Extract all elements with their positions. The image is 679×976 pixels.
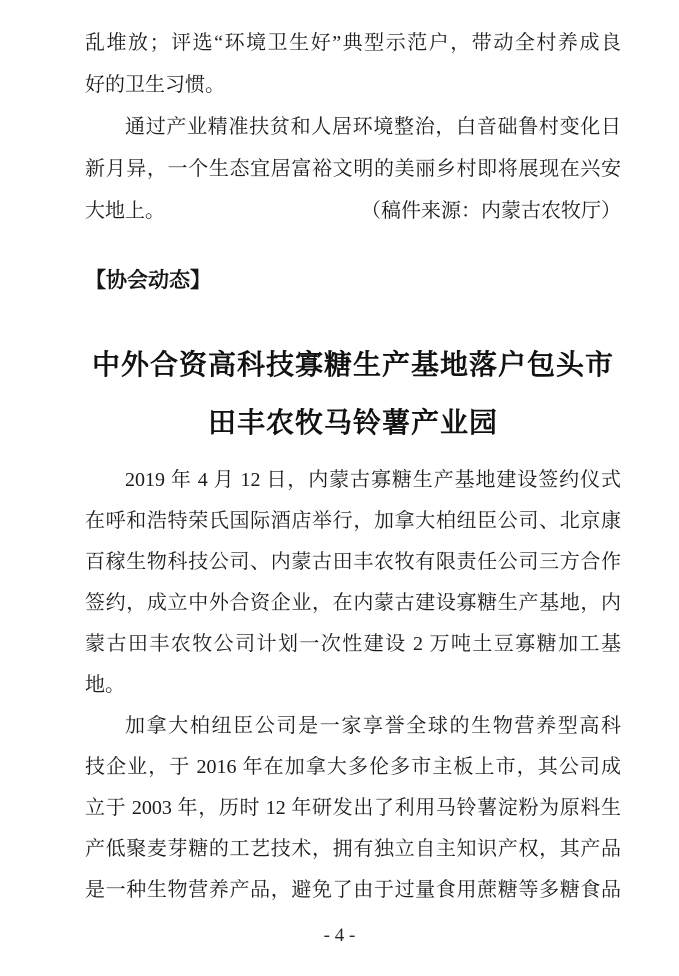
section-label: 【协会动态】 xyxy=(85,269,211,292)
article-title xyxy=(85,337,621,453)
source-attribution: （稿件来源：内蒙古农牧厅） xyxy=(361,200,621,222)
article-paragraph-1 xyxy=(85,460,621,706)
paragraph-line: 立于 2003 年，历时 12 年研发出了利用马铃薯淀粉为原料生 xyxy=(85,797,621,819)
paragraph-line: 签约，成立中外合资企业，在内蒙古建设寡糖生产基地，内 xyxy=(85,592,621,614)
article-paragraph-2 xyxy=(85,706,621,911)
paragraph-line: 好的卫生习惯。 xyxy=(85,74,225,96)
paragraph-line-end: 大地上。 xyxy=(85,200,165,222)
paragraph-line: 百稼生物科技公司、内蒙古田丰农牧有限责任公司三方合作 xyxy=(85,551,621,573)
page-content xyxy=(85,0,621,911)
article-title-line-1: 中外合资高科技寡糖生产基地落户包头市 xyxy=(91,350,614,381)
paragraph-line: 加拿大柏纽臣公司是一家享誉全球的生物营养型高科 xyxy=(125,715,621,737)
paragraph-line: 产低聚麦芽糖的工艺技术，拥有独立自主知识产权，其产品 xyxy=(85,838,621,860)
paragraph-line: 乱堆放；评选“环境卫生好”典型示范户，带动全村养成良 xyxy=(85,32,621,54)
paragraph-line: 2019 年 4 月 12 日，内蒙古寡糖生产基地建设签约仪式 xyxy=(125,469,621,491)
paragraph-line: 通过产业精准扶贫和人居环境整治，白音础鲁村变化日 xyxy=(125,116,621,138)
paragraph-closing-line xyxy=(85,190,621,232)
article-title-line-2: 田丰农牧马铃薯产业园 xyxy=(207,408,498,439)
paragraph-line: 地。 xyxy=(85,674,125,696)
paragraph-line: 新月异，一个生态宜居富裕文明的美丽乡村即将展现在兴安 xyxy=(85,158,621,180)
paragraph-line: 是一种生物营养产品，避免了由于过量食用蔗糖等多糖食品 xyxy=(85,879,621,901)
paragraph-line: 技企业，于 2016 年在加拿大多伦多市主板上市，其公司成 xyxy=(85,756,621,778)
paragraph-line: 在呼和浩特荣氏国际酒店举行，加拿大柏纽臣公司、北京康 xyxy=(85,510,621,532)
intro-section xyxy=(85,22,621,232)
paragraph-line: 蒙古田丰农牧公司计划一次性建设 2 万吨土豆寡糖加工基 xyxy=(85,633,621,655)
page-number: - 4 - xyxy=(323,925,356,946)
